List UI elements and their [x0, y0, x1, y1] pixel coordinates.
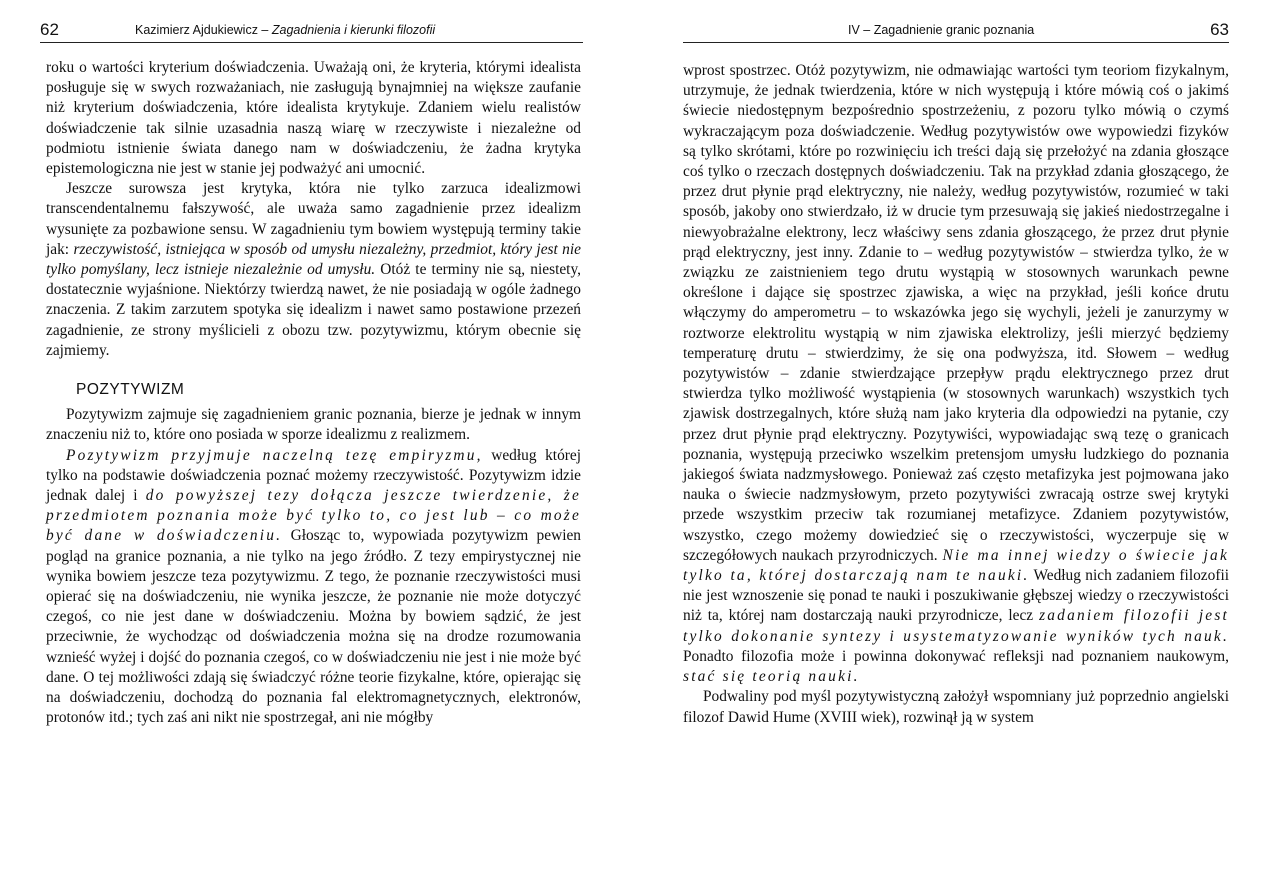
left-page [0, 0, 631, 893]
text-span: Otóż te terminy nie są, niestety, dostatecznie wyjaśnione. Niektórzy twierdzą nawet, że nie posiadają w ogóle żadnego znaczenia. Z takim zarzutem spotyka się idealizm i nawet samo postawione przezeń zagadnienie, ze strony myślicieli z obozu tzw. pozytywizmu, którym obecnie się zajmiemy. [46, 261, 581, 359]
left-page-number: 62 [40, 20, 59, 39]
paragraph: roku o wartości kryterium doświadczenia. Uważają oni, że kryteria, którymi idealista posługuje się w swych rozważaniach, nie zasługują bynajmniej na większe zaufanie niż kryterium doświadczenia, które idealista krytykuje. Zdaniem wielu realistów doświadczenie tak silnie uzasadnia naszą wiarę w rzeczywiste i niezależne od podmiotu istnienie świata danego nam w doświadczeniu, że żadna krytyka epistemologiczna nie jest w stanie jej podważyć ani umocnić. [46, 59, 581, 178]
left-page-body [46, 58, 581, 729]
left-running-head [135, 23, 435, 37]
text-span: wprost spostrzec. Otóż pozytywizm, nie odmawiając wartości tym teoriom fizykalnym, utrzymuje, że jednak twierdzenia, które w nich występują i które mówią coś o jakimś świecie niedostępnym bezpośrednio spostrzeżeniu, z pozoru tylko mówią o czymś wykraczającym poza doświadczenie. Według pozytywistów owe wypowiedzi fizyków są tylko skrótami, które po rozwinięciu ich treści dają się przełożyć na zdania głoszące coś tylko o rzeczach dostępnych doświadczeniu. Tak na przykład zdania głoszącego, że przez drut płynie prąd elektryczny, nie należy, według pozytywistów, rozumieć w taki sposób, jakoby ono stwierdzało, iż w drucie tym przesuwają się jakieś niedostrzegalne i niewyobrażalne elektrony, lecz właściwy sens zdania głoszącego, że przez drut płynie prąd elektryczny, jest inny. Zdanie to – według pozytywistów – stwierdza tylko, że w związku ze zaistnieniem tego drutu wystąpią w stosownych warunkach pewne określone i dające się spostrzec zjawiska, a więc na przykład, jeśli końce drutu włączymy do amperometru – to wskazówka jego się wychyli, jeżeli je zanurzymy w roztworze elektrolitu wystąpią w nim zjawiska elektrolizy, jeśli mierzyć będziemy temperaturę drutu – stwierdzimy, że się ona podwyższa, itd. Słowem – według pozytywistów – zdanie stwierdzające przepływ prądu elektrycznego przez drut stwierdza tylko możliwość wystąpienia (w stosownych warunkach) wszystkich tych zjawisk dostrzegalnych, które służą nam jako kryteria dla odpowiedzi na pytanie, czy przez drut płynie prąd elektryczny. Pozytywiści, wypowiadając swą tezę o granicach poznania, występują przeciwko wszelkim pretensjom umysłu ludzkiego do poznania jakiegoś świata nadzmysłowego. Ponieważ zaś często metafizyka jest pojmowana jako nauka o świecie nadzmysłowym, przeto pozytywiści zwracają ostrze swej krytyki przede wszystkim przeciw tak rozumianej metafizyce. Zdaniem pozytywistów, wszystko, czego możemy dowiedzieć się o rzeczywistości, wyczerpuje się w szczegółowych naukach przyrodniczych. [683, 62, 1229, 564]
right-page-number: 63 [1210, 20, 1229, 39]
paragraph: Podwaliny pod myśl pozytywistyczną założył wspomniany już poprzednio angielski filozof Dawid Hume (XVIII wiek), rozwinął ją w system [683, 688, 1229, 726]
running-head-author: Kazimierz Ajdukiewicz – [135, 23, 272, 37]
right-page-body [683, 61, 1229, 728]
text-span: Ponadto filozofia może i powinna dokonywać refleksji nad poznaniem naukowym, [683, 647, 1229, 665]
spaced-emphasis: Nie ma innej wiedzy o świecie jak tylko ta, której dostarczają nam te nauki. [683, 546, 1229, 585]
text-span: Jeszcze surowsza jest krytyka, która nie tylko zarzuca idealizmowi transcendentalnemu fałszywość, ale uważa samo zagadnienie przez idealizm wysunięte za pozbawione sensu. W zagadnieniu tym bowiem występują terminy takie jak: [46, 180, 581, 258]
right-page [631, 0, 1263, 893]
spaced-emphasis: Pozytywizm przyjmuje naczelną tezę empiryzmu, [66, 446, 483, 464]
text-span: Według nich zadaniem filozofii nie jest wznoszenie się ponad te nauki i poszukiwanie głębszej wiedzy o rzeczywistości niż ta, której nam dostarczają nauki przyrodnicze, lecz [683, 567, 1230, 625]
spaced-emphasis: stać się teorią nauki. [683, 668, 860, 686]
text-span: według której tylko na podstawie doświadczenia poznać możemy rzeczywistość. Pozytywizm idzie jednak dalej i [46, 446, 581, 505]
right-running-head: IV – Zagadnienie granic poznania [848, 23, 1035, 37]
right-page-header [683, 20, 1229, 43]
italic-terms: rzeczywistość, istniejąca w sposób od umysłu niezależny, przedmiot, który jest nie tylko pomyślany, lecz istnieje niezależnie od umysłu. [46, 240, 581, 279]
section-heading: POZYTYWIZM [76, 381, 185, 399]
paragraph [683, 61, 1229, 687]
text-span: Głosząc to, wypowiada pozytywizm pewien pogląd na granice poznania, a nie tylko na jego źródło. Z tezy empirystycznej nie wynika bowiem jeszcze teza pozytywizmu. Z tego, że poznanie rzeczywistości musi opierać się na doświadczeniu, nie wynika jeszcze, że poznanie nie może dotyczyć czegoś, co nie jest dane w doświadczeniu. Można by bowiem sądzić, że jest przeciwnie, że wychodząc od doświadczenia można się na drodze rozumowania wznieść wyżej i dojść do poznania czegoś, co w doświadczeniu nie jest i nie może być dane. O tej możliwości zdają się świadczyć różne teorie fizykalne, które, opierając się na doświadczeniu, dochodzą do poznania fal elektromagnetycznych, elektronów, protonów itd.; tych zaś ani nikt nie spostrzegał, ani nie mógłby [46, 527, 581, 727]
paragraph [46, 446, 581, 729]
paragraph: Pozytywizm zajmuje się zagadnieniem granic poznania, bierze je jednak w innym znaczeniu niż to, które ono posiada w sporze idealizmu z realizmem. [46, 406, 581, 444]
running-head-title: Zagadnienia i kierunki filozofii [271, 23, 436, 37]
spaced-emphasis: zadaniem filozofii jest tylko dokonanie syntezy i usystematyzowanie wyników tych nauk. [683, 607, 1229, 645]
left-page-header [40, 20, 583, 43]
spaced-emphasis: do powyższej tezy dołącza jeszcze twierdzenie, że przedmiotem poznania może być tylko to, co jest lub – co może być dane w doświadczeniu. [46, 487, 581, 545]
paragraph [46, 179, 581, 361]
